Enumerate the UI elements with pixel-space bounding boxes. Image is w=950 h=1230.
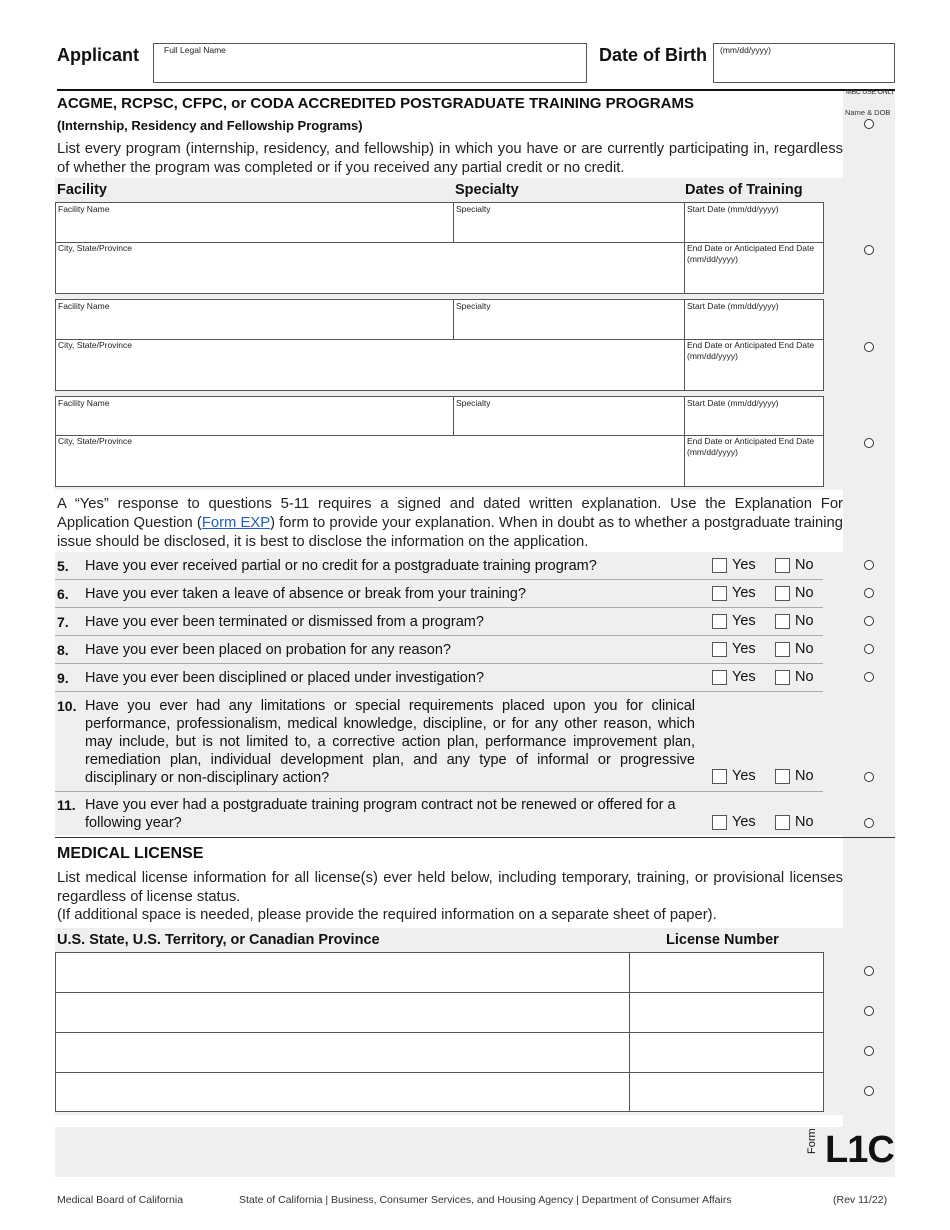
no-label: No xyxy=(795,557,814,573)
question-9-no[interactable] xyxy=(775,669,814,685)
question-5-no[interactable] xyxy=(775,557,814,573)
license-row xyxy=(56,1073,823,1111)
question-7-no[interactable] xyxy=(775,613,814,629)
form-code-band xyxy=(55,1127,895,1177)
question-5-yes[interactable] xyxy=(712,557,756,573)
training-section-subtitle: (Internship, Residency and Fellowship Programs) xyxy=(57,118,363,133)
end-date-field[interactable] xyxy=(685,436,823,486)
training-entry-1 xyxy=(55,202,824,294)
training-entry-2 xyxy=(55,299,824,391)
question-text: Have you ever been placed on probation for any reason? xyxy=(85,642,451,658)
yes-checkbox[interactable] xyxy=(712,642,727,657)
license-number-field[interactable] xyxy=(630,1033,823,1072)
footer-left: Medical Board of California xyxy=(57,1194,184,1206)
full-legal-name-hint: Full Legal Name xyxy=(164,45,226,55)
question-11-no[interactable] xyxy=(775,814,814,830)
mbc-check-circle[interactable] xyxy=(864,644,874,654)
question-text: Have you ever had any limitations or special requirements placed upon you for clinical performance, professionalism, medical knowledge, discipline, or for any other reason, which may include, but is not limited to, a corrective action plan, performance improvement plan, remediation plan, individual development plan, and any type of informal or progressive disciplinary or non-disciplinary action? xyxy=(85,698,695,786)
mbc-check-circle[interactable] xyxy=(864,1006,874,1016)
question-number: 9. xyxy=(57,670,69,686)
question-10-yes[interactable] xyxy=(712,768,756,784)
mbc-check-circle[interactable] xyxy=(864,1046,874,1056)
facility-name-hint: Facility Name xyxy=(58,398,110,408)
mbc-check-circle[interactable] xyxy=(864,119,874,129)
specialty-field[interactable] xyxy=(454,203,685,243)
question-number: 11. xyxy=(57,797,76,813)
question-number: 10. xyxy=(57,698,77,714)
question-text: Have you ever been disciplined or placed under investigation? xyxy=(85,670,485,686)
mbc-check-circle[interactable] xyxy=(864,560,874,570)
mbc-check-circle[interactable] xyxy=(864,616,874,626)
no-checkbox[interactable] xyxy=(775,815,790,830)
question-text: Have you ever taken a leave of absence or break from your training? xyxy=(85,586,526,602)
no-label: No xyxy=(795,641,814,657)
city-state-field[interactable] xyxy=(56,340,685,390)
question-number: 6. xyxy=(57,586,69,602)
specialty-hint: Specialty xyxy=(456,301,491,311)
specialty-field[interactable] xyxy=(454,397,685,436)
yes-checkbox[interactable] xyxy=(712,815,727,830)
no-checkbox[interactable] xyxy=(775,558,790,573)
start-date-hint: Start Date (mm/dd/yyyy) xyxy=(687,398,779,408)
end-date-field[interactable] xyxy=(685,340,823,390)
question-number: 5. xyxy=(57,558,69,574)
yes-label: Yes xyxy=(732,585,756,601)
explanation-text-1: A “Yes” response to questions 5-11 requires a signed and dated written explanation. Use the Explanation For Application Question ( xyxy=(57,496,843,531)
no-label: No xyxy=(795,768,814,784)
specialty-field[interactable] xyxy=(454,300,685,340)
yes-label: Yes xyxy=(732,768,756,784)
mbc-use-only-label: MBC USE ONLY xyxy=(846,89,895,96)
dob-label: Date of Birth xyxy=(599,45,707,65)
question-divider xyxy=(55,607,823,608)
question-number: 8. xyxy=(57,642,69,658)
question-10-no[interactable] xyxy=(775,768,814,784)
footer-center: State of California | Business, Consumer Services, and Housing Agency | Department of Consumer Affairs xyxy=(239,1194,732,1206)
state-field[interactable] xyxy=(56,993,630,1032)
question-number: 7. xyxy=(57,614,69,630)
yes-label: Yes xyxy=(732,557,756,573)
col-facility-header: Facility xyxy=(57,182,107,198)
no-label: No xyxy=(795,613,814,629)
name-dob-label: Name & DOB xyxy=(845,108,891,117)
license-number-field[interactable] xyxy=(630,1073,823,1111)
no-label: No xyxy=(795,669,814,685)
no-checkbox[interactable] xyxy=(775,642,790,657)
license-row xyxy=(56,993,823,1033)
col-state-header: U.S. State, U.S. Territory, or Canadian Province xyxy=(57,932,380,948)
question-divider xyxy=(55,635,823,636)
mbc-check-circle[interactable] xyxy=(864,438,874,448)
license-number-field[interactable] xyxy=(630,993,823,1032)
yes-label: Yes xyxy=(732,669,756,685)
applicant-label: Applicant xyxy=(57,45,140,65)
end-date-field[interactable] xyxy=(685,243,823,293)
end-date-hint: End Date or Anticipated End Date (mm/dd/yyyy) xyxy=(687,436,815,457)
training-instructions: List every program (internship, residency, and fellowship) in which you have or are currently participating in, regardless of whether the program was completed or if you received any partial credit or no credit. xyxy=(57,141,843,176)
full-legal-name-field[interactable] xyxy=(153,43,587,83)
no-checkbox[interactable] xyxy=(775,586,790,601)
city-state-field[interactable] xyxy=(56,436,685,486)
facility-name-hint: Facility Name xyxy=(58,204,110,214)
city-state-field[interactable] xyxy=(56,243,685,293)
license-table xyxy=(55,952,824,1112)
state-field[interactable] xyxy=(56,1073,630,1111)
training-entry-3 xyxy=(55,396,824,487)
header-divider xyxy=(57,89,895,91)
start-date-field[interactable] xyxy=(685,397,823,436)
mbc-check-circle[interactable] xyxy=(864,966,874,976)
mbc-check-circle[interactable] xyxy=(864,772,874,782)
license-row xyxy=(56,1033,823,1073)
city-state-hint: City, State/Province xyxy=(58,340,133,350)
yes-checkbox[interactable] xyxy=(712,769,727,784)
question-8-no[interactable] xyxy=(775,641,814,657)
no-checkbox[interactable] xyxy=(775,769,790,784)
question-divider xyxy=(55,579,823,580)
mbc-check-circle[interactable] xyxy=(864,342,874,352)
date-of-birth-field[interactable] xyxy=(713,43,895,83)
no-label: No xyxy=(795,585,814,601)
question-divider xyxy=(55,663,823,664)
start-date-field[interactable] xyxy=(685,300,823,340)
question-9-yes[interactable] xyxy=(712,669,756,685)
section-divider xyxy=(55,837,895,838)
yes-checkbox[interactable] xyxy=(712,558,727,573)
start-date-hint: Start Date (mm/dd/yyyy) xyxy=(687,301,779,311)
question-8-yes[interactable] xyxy=(712,641,756,657)
license-section-title: MEDICAL LICENSE xyxy=(57,845,204,862)
end-date-hint: End Date or Anticipated End Date (mm/dd/yyyy) xyxy=(687,243,815,264)
question-6-no[interactable] xyxy=(775,585,814,601)
dob-hint: (mm/dd/yyyy) xyxy=(720,45,771,55)
training-section-title: ACGME, RCPSC, CFPC, or CODA ACCREDITED POSTGRADUATE TRAINING PROGRAMS xyxy=(57,95,694,112)
yes-label: Yes xyxy=(732,613,756,629)
yes-checkbox[interactable] xyxy=(712,670,727,685)
question-divider xyxy=(55,691,823,692)
no-label: No xyxy=(795,814,814,830)
end-date-hint: End Date or Anticipated End Date (mm/dd/yyyy) xyxy=(687,340,815,361)
mbc-check-circle[interactable] xyxy=(864,245,874,255)
mbc-check-circle[interactable] xyxy=(864,588,874,598)
state-field[interactable] xyxy=(56,1033,630,1072)
license-instructions: List medical license information for all license(s) ever held below, including temporary, training, or provisional licenses regardless of license status. xyxy=(57,870,843,905)
question-text: Have you ever had a postgraduate training program contract not be renewed or offered for a following year? xyxy=(85,797,676,831)
question-7-yes[interactable] xyxy=(712,613,756,629)
no-checkbox[interactable] xyxy=(775,614,790,629)
yes-label: Yes xyxy=(732,641,756,657)
start-date-hint: Start Date (mm/dd/yyyy) xyxy=(687,204,779,214)
question-11-yes[interactable] xyxy=(712,814,756,830)
yes-checkbox[interactable] xyxy=(712,586,727,601)
facility-name-hint: Facility Name xyxy=(58,301,110,311)
mbc-check-circle[interactable] xyxy=(864,818,874,828)
mbc-check-circle[interactable] xyxy=(864,1086,874,1096)
explanation-text-2: ) form to provide your explanation. When in doubt as to whether a postgraduate training issue should be disclosed, it is best to disclose the information on the application. xyxy=(57,515,844,550)
facility-name-field[interactable] xyxy=(56,203,454,243)
yes-checkbox[interactable] xyxy=(712,614,727,629)
license-note: (If additional space is needed, please provide the required information on a separate sheet of paper). xyxy=(57,907,717,923)
specialty-hint: Specialty xyxy=(456,204,491,214)
mbc-check-circle[interactable] xyxy=(864,672,874,682)
state-field[interactable] xyxy=(56,953,630,992)
start-date-field[interactable] xyxy=(685,203,823,243)
footer-right: (Rev 11/22) xyxy=(833,1194,888,1206)
form-exp-link[interactable]: Form EXP xyxy=(201,515,271,531)
city-state-hint: City, State/Province xyxy=(58,243,133,253)
question-text: Have you ever been terminated or dismissed from a program? xyxy=(85,614,484,630)
col-specialty-header: Specialty xyxy=(455,182,519,198)
question-text: Have you ever received partial or no credit for a postgraduate training program? xyxy=(85,558,597,574)
col-dates-header: Dates of Training xyxy=(685,182,803,198)
facility-name-field[interactable] xyxy=(56,300,454,340)
form-code: L1C xyxy=(825,1129,894,1171)
explanation-paragraph xyxy=(57,495,843,552)
no-checkbox[interactable] xyxy=(775,670,790,685)
yes-label: Yes xyxy=(732,814,756,830)
form-word: Form xyxy=(806,1128,818,1154)
specialty-hint: Specialty xyxy=(456,398,491,408)
facility-name-field[interactable] xyxy=(56,397,454,436)
col-license-number-header: License Number xyxy=(666,932,779,948)
license-row xyxy=(56,953,823,993)
city-state-hint: City, State/Province xyxy=(58,436,133,446)
question-6-yes[interactable] xyxy=(712,585,756,601)
question-divider xyxy=(55,791,823,792)
license-number-field[interactable] xyxy=(630,953,823,992)
